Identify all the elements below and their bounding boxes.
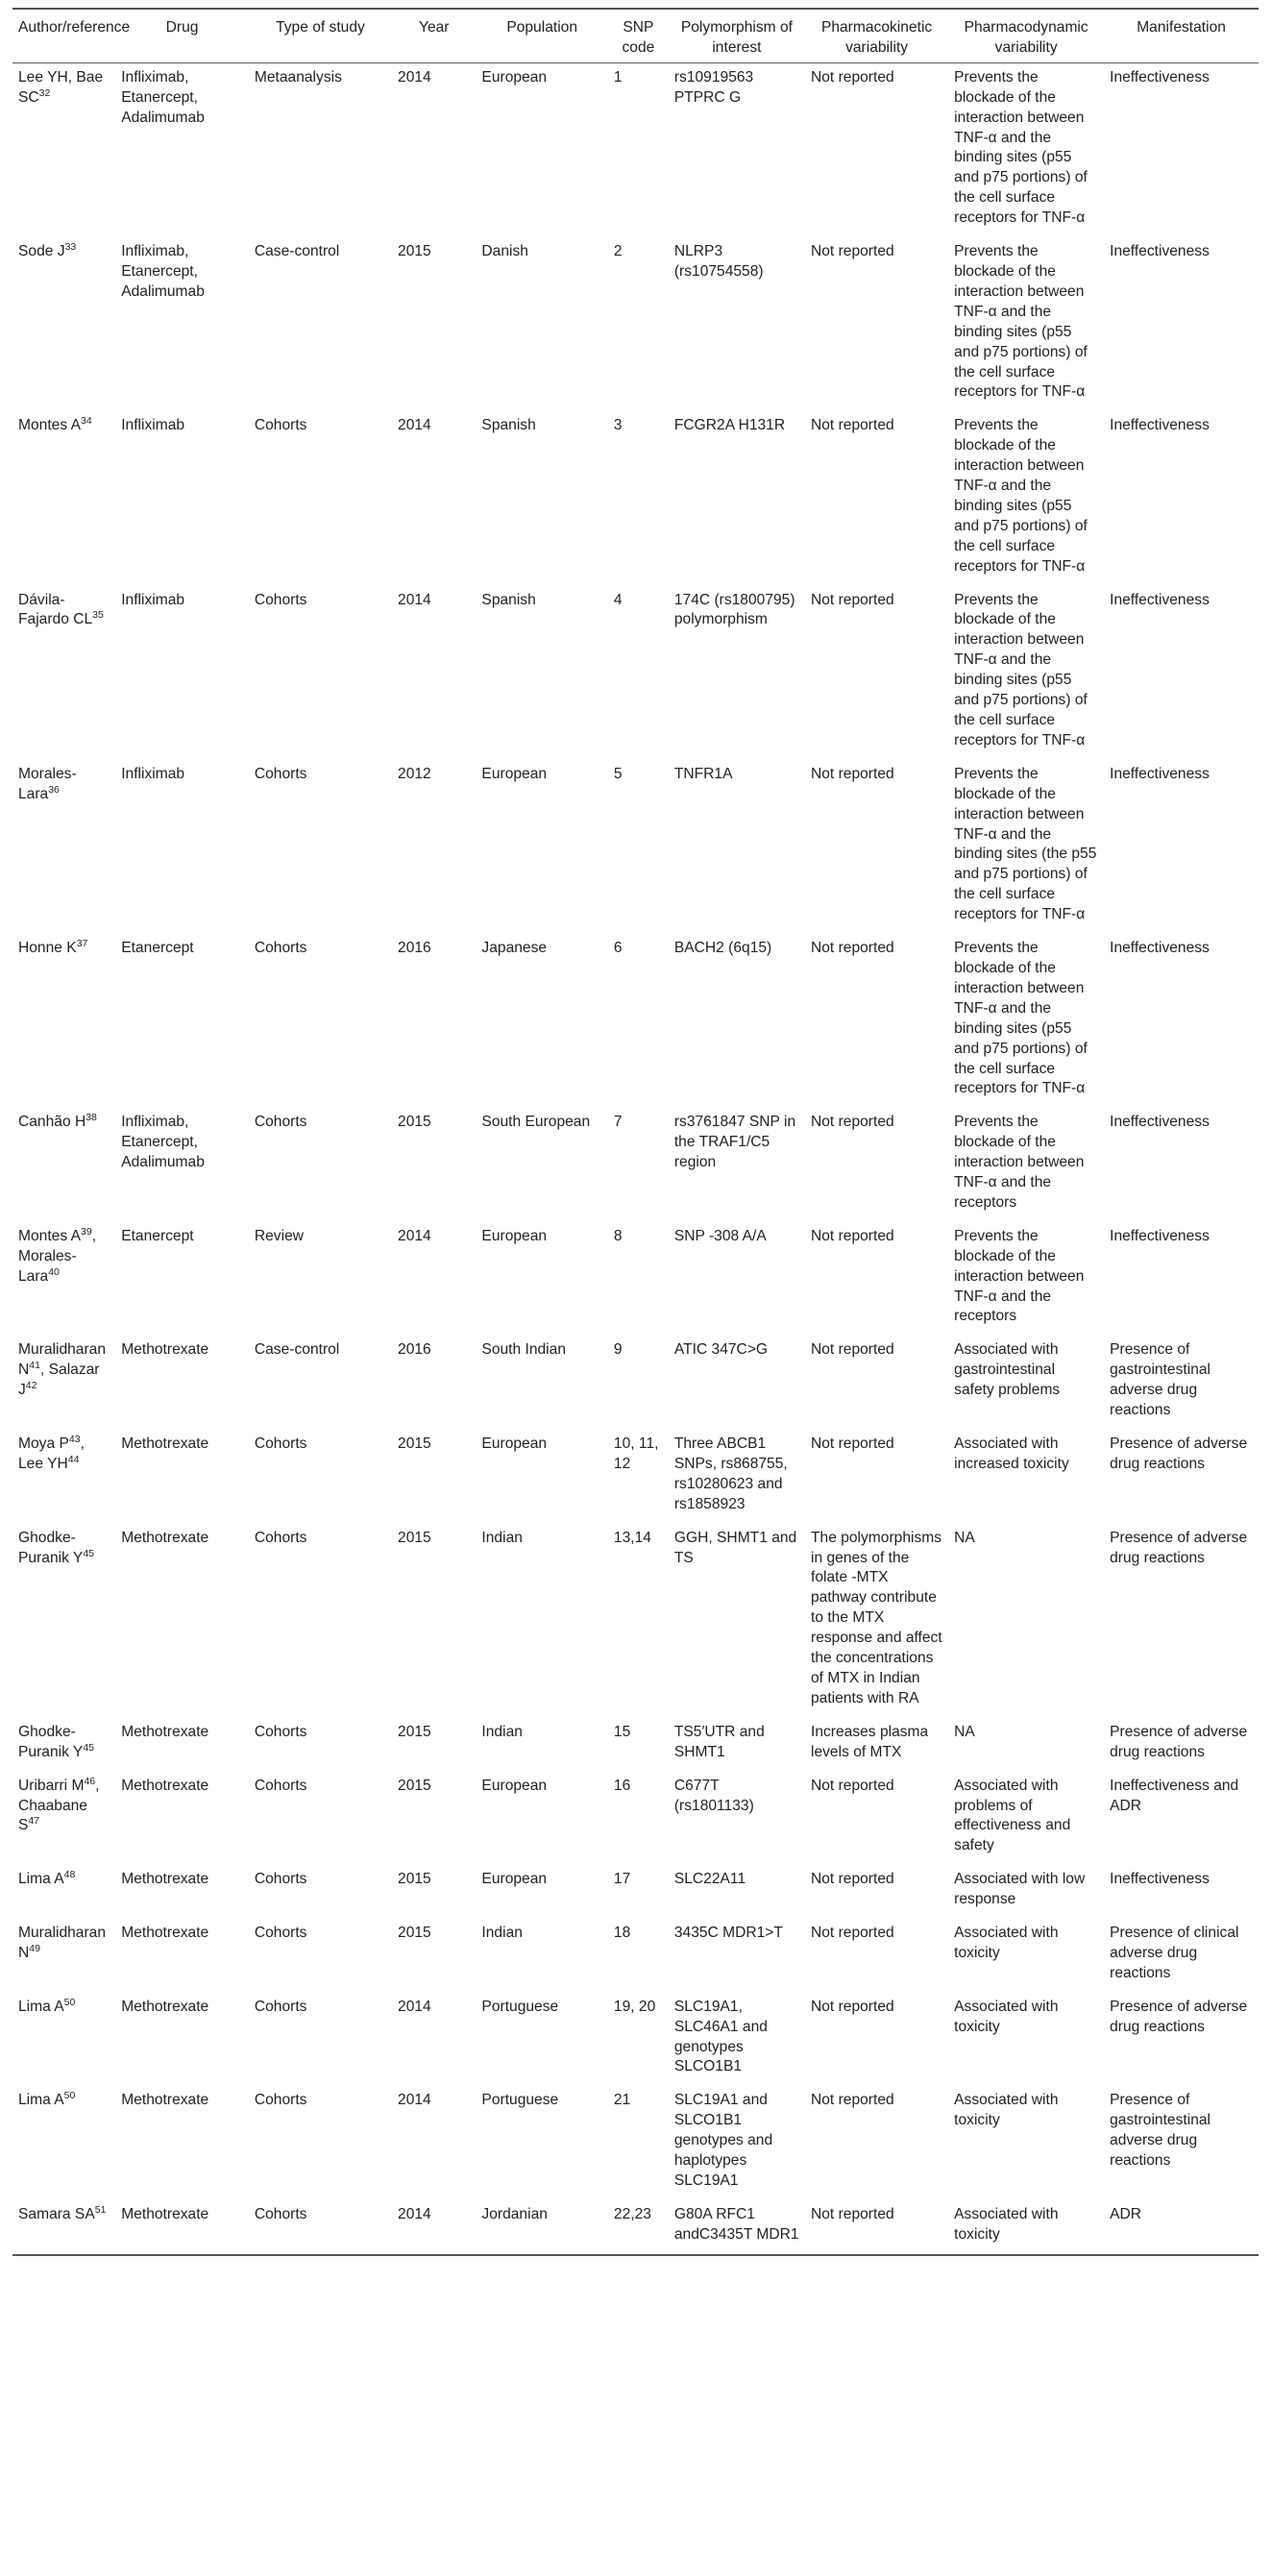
cell-polymorphism: Three ABCB1 SNPs, rs868755, rs10280623 and rs1858923 xyxy=(673,1435,788,1512)
cell-year: 2012 xyxy=(398,765,431,782)
cell-pharmacodynamic: Prevents the blockade of the interaction between TNF-α and the receptors xyxy=(954,1114,1085,1211)
cell-year: 2014 xyxy=(398,1227,431,1244)
cell-year: 2014 xyxy=(398,2092,431,2109)
column-header-author: Author/reference xyxy=(12,9,115,62)
cell-population: South Indian xyxy=(481,1341,566,1359)
cell-manifestation: Ineffectiveness xyxy=(1110,1114,1210,1131)
cell-pharmacodynamic: Associated with toxicity xyxy=(948,2200,1104,2255)
cell-pharmacokinetic: Not reported xyxy=(811,2092,894,2109)
cell-population: Indian xyxy=(481,1529,523,1546)
cell-manifestation: Ineffectiveness xyxy=(1110,940,1210,957)
cell-year: 2015 xyxy=(398,1723,431,1740)
cell-pharmacokinetic: Not reported xyxy=(811,1341,894,1359)
cell-snp-code: 6 xyxy=(613,940,623,957)
cell-year: 2014 xyxy=(398,591,431,608)
cell-drug: Etanercept xyxy=(121,1227,194,1244)
cell-author xyxy=(12,62,115,237)
table-body xyxy=(12,62,1259,2254)
cell-manifestation: Ineffectiveness xyxy=(1110,1227,1210,1244)
cell-manifestation: Ineffectiveness and ADR xyxy=(1110,1777,1239,1814)
cell-manifestation: Ineffectiveness xyxy=(1110,591,1210,608)
cell-author xyxy=(12,1919,115,1993)
cell-drug: Methotrexate xyxy=(121,1341,209,1359)
cell-pharmacokinetic: Not reported xyxy=(811,765,894,782)
cell-study-type: Cohorts xyxy=(254,1998,307,2015)
column-header-polymorphism: Polymorphism of interest xyxy=(669,9,805,62)
cell-snp-code: 17 xyxy=(613,1871,631,1888)
cell-pharmacokinetic: Increases plasma levels of MTX xyxy=(811,1723,929,1760)
table-row xyxy=(12,2086,1259,2200)
table-row xyxy=(12,1993,1259,2087)
cell-snp-code: 21 xyxy=(613,2092,631,2109)
table-row xyxy=(12,1336,1259,1430)
column-header-population: Population xyxy=(476,9,608,62)
author-name: Ghodke-Puranik Y xyxy=(18,1529,84,1566)
cell-snp-code: 2 xyxy=(613,243,623,260)
reference-number: 48 xyxy=(63,1869,76,1881)
cell-pharmacodynamic: Prevents the blockade of the interaction between TNF-α and the binding sites (p55 and p75 portions) of the cell surface receptors for TNF-α xyxy=(954,591,1088,748)
table-row xyxy=(12,586,1259,760)
cell-population: Indian xyxy=(481,1723,523,1740)
cell-year: 2014 xyxy=(398,417,431,434)
reference-number: 36 xyxy=(48,783,60,796)
cell-pharmacodynamic: Prevents the blockade of the interaction between TNF-α and the receptors xyxy=(954,1227,1085,1325)
table-row xyxy=(12,1919,1259,1993)
cell-manifestation: Presence of adverse drug reactions xyxy=(1110,1723,1248,1760)
cell-polymorphism: rs3761847 SNP in the TRAF1/C5 region xyxy=(673,1114,796,1171)
author-name: Lima A xyxy=(18,1871,64,1888)
author-name: Sode J xyxy=(18,243,65,260)
cell-pharmacokinetic: Not reported xyxy=(811,591,894,608)
author-name: Salazar J xyxy=(18,1362,100,1399)
cell-polymorphism: C677T (rs1801133) xyxy=(673,1777,754,1814)
author-name: Lima A xyxy=(18,1998,64,2015)
cell-drug: Methotrexate xyxy=(121,1435,209,1452)
cell-snp-code: 4 xyxy=(613,591,623,608)
reference-number: 39 xyxy=(81,1225,92,1238)
cell-study-type: Case-control xyxy=(254,1341,340,1359)
cell-drug: Methotrexate xyxy=(121,1529,209,1546)
reference-number: 38 xyxy=(86,1112,97,1124)
cell-snp-code: 5 xyxy=(613,765,623,782)
author-name: Lima A xyxy=(18,2092,64,2109)
cell-author xyxy=(12,1524,115,1718)
table-row xyxy=(12,411,1259,585)
cell-drug: Infliximab, Etanercept, Adalimumab xyxy=(121,68,205,126)
reference-number: 51 xyxy=(94,2203,107,2216)
cell-pharmacodynamic: Associated with gastrointestinal safety problems xyxy=(954,1341,1061,1399)
cell-study-type: Cohorts xyxy=(254,417,307,434)
author-name: Morales-Lara xyxy=(18,1247,77,1285)
cell-drug: Infliximab, Etanercept, Adalimumab xyxy=(121,243,205,300)
cell-year: 2016 xyxy=(398,1341,431,1359)
cell-study-type: Review xyxy=(254,1227,305,1244)
cell-study-type: Cohorts xyxy=(249,2200,392,2255)
table-row xyxy=(12,760,1259,934)
cell-study-type: Cohorts xyxy=(254,1723,307,1740)
cell-drug: Infliximab xyxy=(121,765,185,782)
reference-number: 47 xyxy=(28,1815,40,1828)
cell-drug: Methotrexate xyxy=(121,1723,209,1740)
cell-manifestation: Presence of gastrointestinal adverse drug reactions xyxy=(1110,2092,1211,2170)
table-row xyxy=(12,1772,1259,1866)
cell-manifestation: Ineffectiveness xyxy=(1110,1871,1210,1888)
cell-drug: Methotrexate xyxy=(121,1925,209,1942)
cell-drug: Methotrexate xyxy=(121,1998,209,2015)
cell-pharmacokinetic: Not reported xyxy=(805,2200,948,2255)
cell-manifestation: Presence of adverse drug reactions xyxy=(1110,1998,1248,2035)
cell-study-type: Cohorts xyxy=(254,2092,307,2109)
author-name: Montes A xyxy=(18,417,82,434)
cell-author xyxy=(12,2200,115,2255)
cell-pharmacokinetic: Not reported xyxy=(811,940,894,957)
cell-drug: Methotrexate xyxy=(121,2092,209,2109)
cell-snp-code: 19, 20 xyxy=(613,1998,656,2015)
cell-study-type: Metaanalysis xyxy=(254,68,342,86)
cell-polymorphism: TNFR1A xyxy=(673,765,733,782)
table-row xyxy=(12,1718,1259,1772)
cell-population: South European xyxy=(481,1114,591,1131)
cell-author xyxy=(12,1865,115,1919)
cell-drug: Methotrexate xyxy=(121,1871,209,1888)
cell-drug: Infliximab xyxy=(121,417,185,434)
column-header-pharmacodynamic: Pharmacodynamic variability xyxy=(948,9,1104,62)
author-name: Moya P xyxy=(18,1435,69,1452)
cell-pharmacodynamic: Associated with toxicity xyxy=(954,2092,1059,2129)
table-row xyxy=(12,1865,1259,1919)
reference-number: 50 xyxy=(63,1996,76,2008)
cell-study-type: Cohorts xyxy=(254,591,307,608)
reference-number: 35 xyxy=(92,609,104,622)
cell-polymorphism: FCGR2A H131R xyxy=(673,417,786,434)
cell-population: Indian xyxy=(481,1925,523,1942)
table-row xyxy=(12,1430,1259,1524)
cell-snp-code: 9 xyxy=(613,1341,623,1359)
author-name: Ghodke-Puranik Y xyxy=(18,1723,84,1760)
cell-year: 2015 xyxy=(398,1777,431,1794)
cell-pharmacodynamic: Prevents the blockade of the interaction between TNF-α and the binding sites (p55 and p75 portions) of the cell surface receptors for TNF-α xyxy=(954,243,1088,401)
cell-pharmacokinetic: Not reported xyxy=(811,1871,894,1888)
cell-pharmacokinetic: Not reported xyxy=(811,1925,894,1942)
cell-population: European xyxy=(481,1227,548,1244)
cell-snp-code: 18 xyxy=(613,1925,631,1942)
cell-study-type: Cohorts xyxy=(254,1925,307,1942)
table-row xyxy=(12,1524,1259,1718)
cell-snp-code: 3 xyxy=(613,417,623,434)
cell-study-type: Cohorts xyxy=(254,765,307,782)
cell-author xyxy=(12,760,115,934)
cell-manifestation: Ineffectiveness xyxy=(1110,417,1210,434)
cell-author xyxy=(12,1993,115,2087)
cell-year: 2014 xyxy=(392,2200,476,2255)
column-header-year: Year xyxy=(392,9,476,62)
cell-pharmacodynamic: Associated with toxicity xyxy=(954,1998,1059,2035)
cell-year: 2015 xyxy=(398,1435,431,1452)
cell-pharmacodynamic: Prevents the blockade of the interaction between TNF-α and the binding sites (p55 and p75 portions) of the cell surface receptors for TNF-α xyxy=(954,68,1088,227)
table-row xyxy=(12,62,1259,237)
cell-polymorphism: SLC19A1 and SLCO1B1 genotypes and haplotypes SLC19A1 xyxy=(673,2092,773,2189)
cell-population: European xyxy=(481,1435,548,1452)
cell-year: 2014 xyxy=(398,1998,431,2015)
column-header-pharmacokinetic: Pharmacokinetic variability xyxy=(805,9,948,62)
cell-pharmacokinetic: Not reported xyxy=(811,68,894,86)
cell-study-type: Cohorts xyxy=(254,1777,307,1794)
column-header-study-type: Type of study xyxy=(249,9,392,62)
cell-manifestation: Presence of gastrointestinal adverse drug reactions xyxy=(1110,1341,1211,1419)
cell-population: European xyxy=(481,1777,548,1794)
cell-snp-code: 8 xyxy=(613,1227,623,1244)
cell-polymorphism: NLRP3 (rs10754558) xyxy=(673,243,764,280)
table-header xyxy=(12,9,1259,62)
reference-number: 34 xyxy=(81,415,92,428)
cell-drug: Infliximab xyxy=(121,591,185,608)
cell-manifestation: Presence of adverse drug reactions xyxy=(1110,1435,1248,1472)
cell-polymorphism: SLC19A1, SLC46A1 and genotypes SLCO1B1 xyxy=(673,1998,768,2075)
cell-population: European xyxy=(481,765,548,782)
cell-pharmacodynamic: NA xyxy=(954,1529,975,1546)
cell-snp-code: 13,14 xyxy=(613,1529,651,1546)
cell-author: Moya $P^{43}$, Lee YH$^{44}$ xyxy=(18,1434,85,1472)
author-name: Canhão H xyxy=(18,1114,86,1131)
cell-author xyxy=(12,586,115,760)
cell-author xyxy=(12,237,115,411)
table-row xyxy=(12,1108,1259,1222)
cell-population: Portuguese xyxy=(481,1998,559,2015)
cell-pharmacokinetic: Not reported xyxy=(811,1998,894,2015)
cell-polymorphism: G80A RFC1 andC3435T MDR1 xyxy=(669,2200,805,2255)
cell-pharmacokinetic: Not reported xyxy=(811,1227,894,1244)
cell-snp-code: 15 xyxy=(613,1723,631,1740)
cell-year: 2015 xyxy=(398,1114,431,1131)
author-name: Samara SA xyxy=(18,2205,95,2222)
cell-author xyxy=(12,1718,115,1772)
reference-number: 43 xyxy=(68,1434,81,1445)
cell-author: Montes $A^{39}$, Morales-Lara$^{40}$ xyxy=(18,1225,97,1285)
cell-population: European xyxy=(481,1871,548,1888)
cell-snp-code: 10, 11, 12 xyxy=(613,1435,659,1472)
cell-study-type: Case-control xyxy=(254,243,340,260)
cell-snp-code: 7 xyxy=(613,1114,623,1131)
author-name: Muralidharan N xyxy=(18,1925,107,1961)
cell-pharmacodynamic: Prevents the blockade of the interaction between TNF-α and the binding sites (p55 and p75 portions) of the cell surface receptors for TNF-α xyxy=(954,417,1088,575)
reference-number: 40 xyxy=(48,1265,60,1278)
cell-drug: Methotrexate xyxy=(115,2200,249,2255)
cell-year: 2015 xyxy=(398,1529,431,1546)
cell-author: Muralidharan $N^{41}$, Salazar $J^{42}$ xyxy=(18,1341,107,1399)
cell-population: Jordanian xyxy=(476,2200,608,2255)
pharmacogenetics-table xyxy=(12,8,1259,2256)
cell-study-type: Cohorts xyxy=(254,1114,307,1131)
cell-pharmacokinetic: Not reported xyxy=(811,417,894,434)
reference-number: 32 xyxy=(38,86,51,99)
cell-polymorphism: SLC22A11 xyxy=(673,1871,746,1888)
cell-population: Danish xyxy=(481,243,528,260)
cell-pharmacodynamic: Prevents the blockade of the interaction between TNF-α and the binding sites (the p55 and p75 portions) of the cell surface receptors for TNF-α xyxy=(954,765,1097,923)
cell-pharmacodynamic: Associated with increased toxicity xyxy=(954,1435,1069,1472)
header-row xyxy=(12,9,1259,62)
author-name: Uribarri M xyxy=(18,1777,85,1794)
cell-polymorphism: 174C (rs1800795) polymorphism xyxy=(673,591,795,628)
author-name: Lee YH, Bae SC xyxy=(18,68,104,106)
reference-number: 44 xyxy=(67,1453,80,1465)
reference-number: 46 xyxy=(84,1775,96,1787)
reference-number: 33 xyxy=(64,241,77,254)
author-name: Chaabane S xyxy=(18,1797,87,1834)
cell-snp-code: 1 xyxy=(613,68,623,86)
column-header-drug: Drug xyxy=(115,9,249,62)
cell-study-type: Cohorts xyxy=(254,1529,307,1546)
cell-manifestation: ADR xyxy=(1104,2200,1259,2255)
cell-year: 2015 xyxy=(398,1871,431,1888)
cell-pharmacodynamic: NA xyxy=(954,1723,975,1740)
cell-polymorphism: 3435C MDR1>T xyxy=(673,1925,783,1942)
cell-author xyxy=(12,1108,115,1222)
cell-pharmacokinetic: Not reported xyxy=(811,1114,894,1131)
author-name: Honne K xyxy=(18,940,77,957)
cell-year: 2015 xyxy=(398,243,431,260)
cell-study-type: Cohorts xyxy=(254,1871,307,1888)
cell-study-type: Cohorts xyxy=(254,940,307,957)
cell-polymorphism: BACH2 (6q15) xyxy=(673,940,772,957)
reference-number: 49 xyxy=(29,1942,40,1954)
cell-pharmacodynamic: Associated with problems of effectiveness and safety xyxy=(954,1777,1071,1854)
reference-number: 41 xyxy=(29,1360,40,1372)
cell-polymorphism: ATIC 347C>G xyxy=(673,1341,769,1359)
cell-author xyxy=(12,934,115,1108)
author-name: Dávila-Fajardo CL xyxy=(18,591,93,628)
cell-drug: Infliximab, Etanercept, Adalimumab xyxy=(121,1114,205,1171)
cell-pharmacodynamic: Prevents the blockade of the interaction between TNF-α and the binding sites (p55 and p75 portions) of the cell surface receptors for TNF-α xyxy=(954,940,1088,1097)
cell-snp-code: 22,23 xyxy=(608,2200,669,2255)
table-row xyxy=(12,2200,1259,2255)
author-name: Montes A xyxy=(18,1227,82,1244)
cell-study-type: Cohorts xyxy=(254,1435,307,1452)
reference-number: 45 xyxy=(83,1547,95,1559)
author-name: Muralidharan N xyxy=(18,1341,107,1379)
table-row xyxy=(12,934,1259,1108)
author-name: Lee YH xyxy=(18,1455,68,1472)
reference-number: 37 xyxy=(76,938,88,950)
cell-population: Spanish xyxy=(481,417,536,434)
cell-year: 2016 xyxy=(398,940,431,957)
reference-number: 50 xyxy=(63,2090,76,2102)
cell-population: European xyxy=(481,68,548,86)
cell-manifestation: Presence of adverse drug reactions xyxy=(1110,1529,1248,1566)
table-row xyxy=(12,237,1259,411)
cell-manifestation: Ineffectiveness xyxy=(1110,765,1210,782)
cell-manifestation: Ineffectiveness xyxy=(1110,68,1210,86)
cell-pharmacokinetic: The polymorphisms in genes of the folate -MTX pathway contribute to the MTX response and affect the concentrations of MTX in Indian patients with RA xyxy=(811,1529,942,1706)
cell-polymorphism: SNP -308 A/A xyxy=(673,1227,767,1244)
reference-number: 42 xyxy=(25,1380,37,1392)
cell-pharmacodynamic: Associated with toxicity xyxy=(954,1925,1059,1961)
cell-year: 2015 xyxy=(398,1925,431,1942)
cell-author xyxy=(12,2086,115,2200)
cell-polymorphism: GGH, SHMT1 and TS xyxy=(673,1529,797,1566)
cell-author: Uribarri $M^{46}$, Chaabane $S^{47}$ xyxy=(18,1775,100,1834)
cell-population: Spanish xyxy=(481,591,536,608)
column-header-manifestation: Manifestation xyxy=(1104,9,1259,62)
cell-manifestation: Presence of clinical adverse drug reactions xyxy=(1110,1925,1239,1981)
cell-pharmacokinetic: Not reported xyxy=(811,243,894,260)
cell-drug: Etanercept xyxy=(121,940,194,957)
table-row xyxy=(12,1222,1259,1337)
cell-population: Japanese xyxy=(481,940,548,957)
cell-year: 2014 xyxy=(398,68,431,86)
author-name: Morales-Lara xyxy=(18,765,77,802)
column-header-snp-code: SNP code xyxy=(608,9,669,62)
cell-snp-code: 16 xyxy=(613,1777,631,1794)
cell-author xyxy=(12,411,115,585)
cell-population: Portuguese xyxy=(481,2092,559,2109)
cell-manifestation: Ineffectiveness xyxy=(1110,243,1210,260)
reference-number: 45 xyxy=(83,1741,95,1754)
cell-polymorphism: TS5′UTR and SHMT1 xyxy=(673,1723,765,1760)
cell-pharmacodynamic: Associated with low response xyxy=(954,1871,1086,1908)
cell-pharmacokinetic: Not reported xyxy=(811,1777,894,1794)
cell-pharmacokinetic: Not reported xyxy=(811,1435,894,1452)
cell-drug: Methotrexate xyxy=(121,1777,209,1794)
cell-polymorphism: rs10919563 PTPRC G xyxy=(673,68,754,106)
